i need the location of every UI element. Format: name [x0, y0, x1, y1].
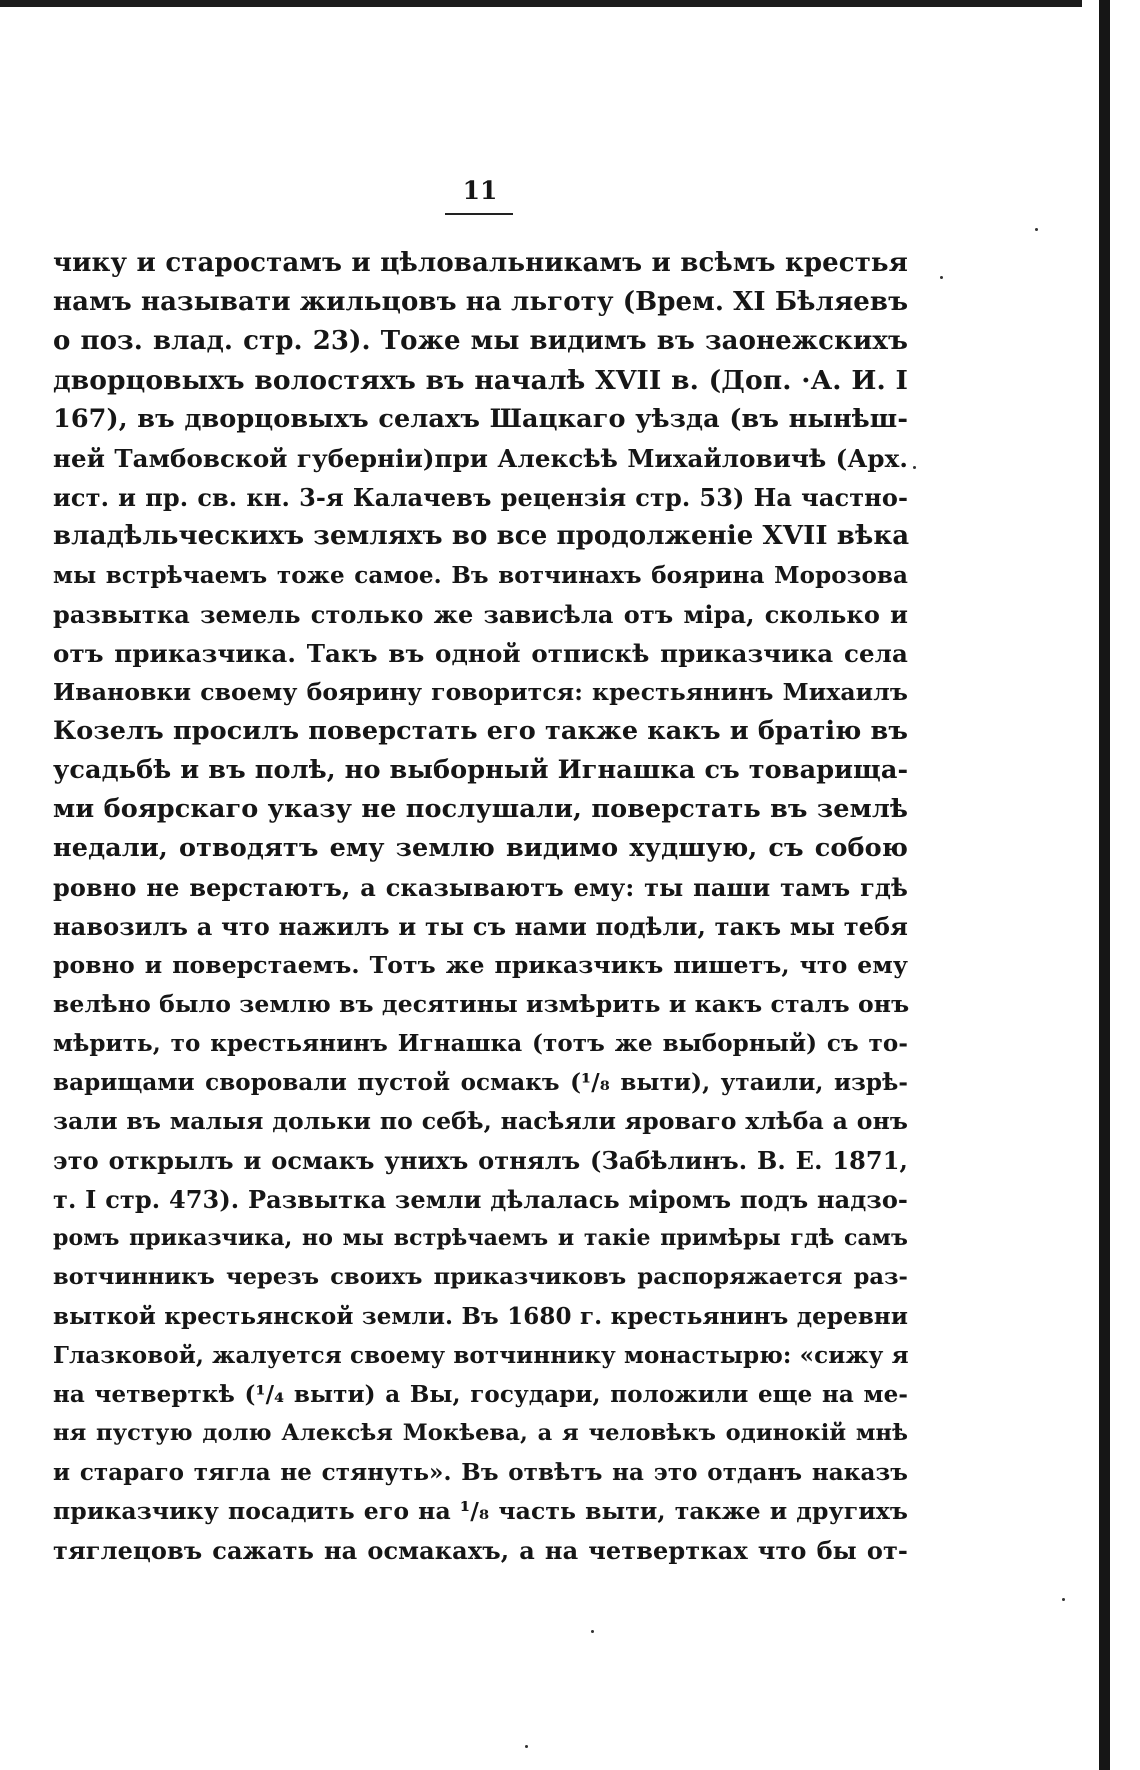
text-line: Глазковой, жалуется своему вотчиннику монастырю: «сижу я [53, 1342, 909, 1369]
text-line: навозилъ а что нажилъ и ты съ нами подѣли, такъ мы тебя [53, 912, 908, 941]
scan-speck [913, 466, 916, 469]
text-line: дворцовыхъ волостяхъ въ началѣ XVII в. (Доп. ·А. И. I [53, 365, 908, 396]
text-line: тяглецовъ сажать на осмакахъ, а на четвертках что бы от- [53, 1536, 908, 1565]
text-line: т. I стр. 473). Развытка земли дѣлалась міромъ подъ надзо- [53, 1185, 908, 1214]
body-text [53, 244, 908, 1570]
text-line: недали, отводятъ ему землю видимо худшую, съ собою [53, 833, 908, 863]
text-line: развытка земель столько же зависѣла отъ міра, сколько и [53, 600, 908, 629]
text-line: выткой крестьянской земли. Въ 1680 г. крестьянинъ деревни [53, 1303, 908, 1330]
text-line: вотчинникъ черезъ своихъ приказчиковъ распоряжается раз- [53, 1264, 908, 1290]
text-line: ня пустую долю Алексѣя Мокѣева, а я человѣкъ одинокій мнѣ [53, 1420, 908, 1446]
scan-edge-right [1099, 0, 1110, 1770]
text-line: чику и старостамъ и цѣловальникамъ и всѣмъ крестья [53, 248, 908, 278]
text-line: Ивановки своему боярину говорится: крестьянинъ Михаилъ [53, 678, 908, 706]
text-line: намъ называти жильцовъ на льготу (Врем. XI Бѣляевъ [53, 287, 909, 317]
text-line: ист. и пр. св. кн. 3-я Калачевъ рецензія стр. 53) На частно- [53, 483, 908, 512]
scan-speck [1062, 1598, 1065, 1601]
scan-speck [525, 1745, 528, 1748]
page-number-underline [445, 213, 513, 215]
text-line: велѣно было землю въ десятины измѣрить и какъ сталъ онъ [53, 990, 910, 1018]
text-line: и стараго тягла не стянуть». Въ отвѣтъ на это отданъ наказъ [53, 1459, 908, 1486]
scan-speck [591, 1630, 594, 1633]
text-line: Козелъ просилъ поверстать его также какъ и братію въ [53, 716, 908, 746]
text-line: приказчику посадить его на ¹/₈ часть выти, также и другихъ [53, 1497, 908, 1525]
text-line: ровно и поверстаемъ. Тотъ же приказчикъ пишетъ, что ему [53, 951, 908, 979]
text-line: 167), въ дворцовыхъ селахъ Шацкаго уѣзда (въ нынѣш- [53, 404, 908, 434]
text-line: отъ приказчика. Такъ въ одной отпискѣ приказчика села [53, 639, 908, 668]
text-line: ней Тамбовской губерніи)при Алексѣѣ Михайловичѣ (Арх. [53, 444, 908, 473]
text-line: ровно не верстаютъ, а сказываютъ ему: ты паши тамъ гдѣ [53, 873, 908, 902]
page-number: 11 [462, 176, 498, 205]
text-line: о поз. влад. стр. 23). Тоже мы видимъ въ заонежскихъ [53, 326, 908, 356]
text-line: варищами своровали пустой осмакъ (¹/₈ выти), утаили, изрѣ- [53, 1069, 908, 1096]
text-line: владѣльческихъ земляхъ во все продолженіе XVII вѣка [53, 521, 910, 551]
text-line: это открылъ и осмакъ униxъ отнялъ (Забѣлинъ. В. Е. 1871, [53, 1146, 908, 1175]
text-line: зали въ малыя дольки по себѣ, насѣяли яроваго хлѣба а онъ [53, 1107, 908, 1135]
text-line: ромъ приказчика, но мы встрѣчаемъ и такіе примѣры гдѣ самъ [53, 1225, 908, 1251]
scan-edge-top [0, 0, 1082, 7]
text-line: ми боярскаго указу не послушали, поверстать въ землѣ [53, 794, 908, 824]
text-line: усадьбѣ и въ полѣ, но выборный Игнашка съ товарища- [53, 755, 909, 785]
scan-speck [940, 276, 943, 279]
text-line: на четверткѣ (¹/₄ выти) а Вы, государи, положили еще на ме- [53, 1381, 908, 1408]
text-line: мѣрить, то крестьянинъ Игнашка (тотъ же выборный) съ то- [53, 1030, 908, 1057]
scan-speck [1035, 228, 1038, 231]
text-line: мы встрѣчаемъ тоже самое. Въ вотчинахъ боярина Морозова [53, 562, 908, 589]
